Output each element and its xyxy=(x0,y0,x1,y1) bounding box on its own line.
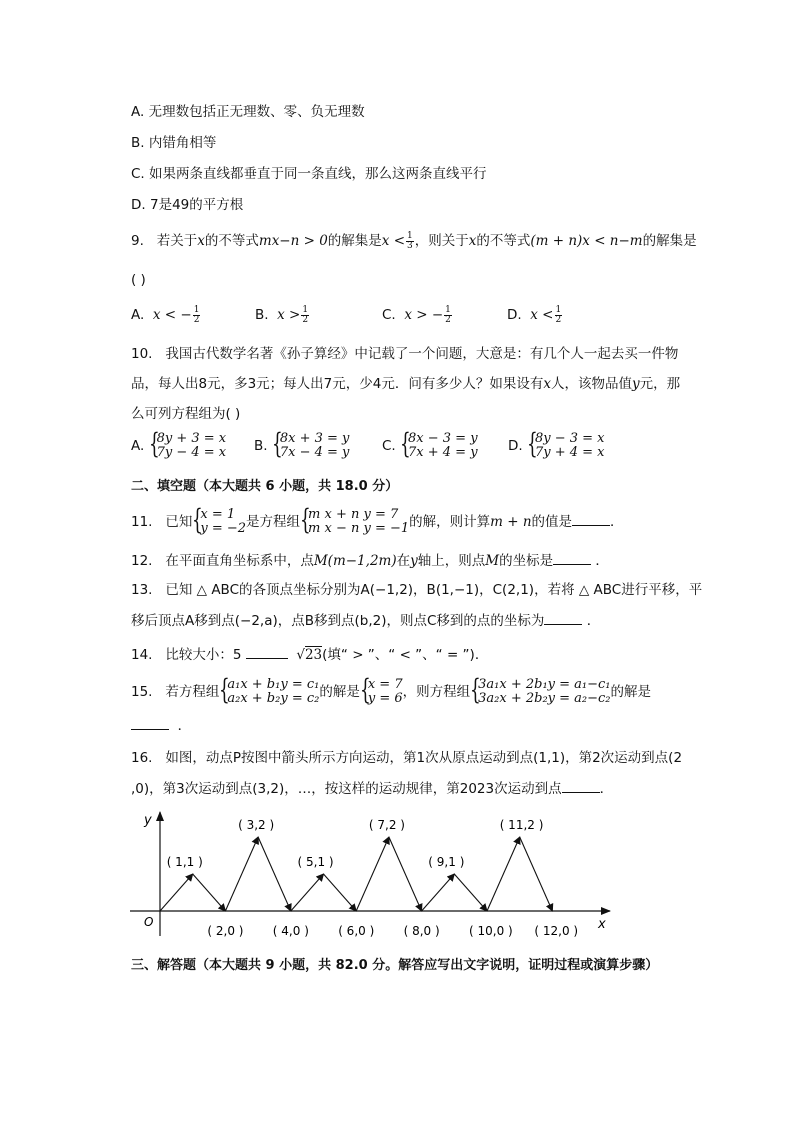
motion-segment-9 xyxy=(422,874,455,911)
motion-segment-11 xyxy=(487,837,520,911)
y-axis-label: y xyxy=(144,813,152,828)
q8-option-b: B. 内错角相等 xyxy=(131,135,217,151)
q9-inequality-2: (m + n)x < n−m xyxy=(530,233,643,249)
q15-answer-blank[interactable] xyxy=(131,715,169,730)
q10-option-b[interactable]: B. { 8x + 3 = y 7x − 4 = y xyxy=(254,427,350,460)
motion-segment-7 xyxy=(356,837,389,911)
q10-number: 10. xyxy=(131,346,153,362)
origin-label: O xyxy=(144,915,154,929)
q10-option-d[interactable]: D. { 8y − 3 = x 7y + 4 = x xyxy=(508,427,605,460)
q9-solution: x < xyxy=(381,233,406,249)
q10-text: 我国古代数学名著《孙子算经》中记载了一个问题，大意是：有几个人一起去买一件物 xyxy=(165,346,679,362)
q12: 12. 在平面直角坐标系中，点M(m−1,2m)在y轴上，则点M的坐标是 ． xyxy=(131,550,609,571)
q13-answer-blank[interactable] xyxy=(544,610,582,625)
q9-option-c[interactable]: C. x > − $\frac{1}{2}$ xyxy=(382,304,451,325)
q10-option-c[interactable]: C. { 8x − 3 = y 7x + 4 = y xyxy=(382,427,478,460)
q9-answer-paren: ( ) xyxy=(131,272,146,288)
q15-number: 15. xyxy=(131,684,153,700)
q8-option-a: A. 无理数包括正无理数、零、负无理数 xyxy=(131,104,365,120)
point-label-5: ( 5,1 ) xyxy=(297,855,334,869)
point-label-9: ( 9,1 ) xyxy=(428,855,465,869)
q15-solution-system: { x = 7 y = 6 xyxy=(359,673,403,706)
point-label-1: ( 1,1 ) xyxy=(166,855,203,869)
x-axis-label: x xyxy=(598,917,606,932)
q9-text: ，则关于 xyxy=(414,233,469,249)
q11-solution-system: { x = 1 y = −2 xyxy=(192,503,247,536)
point-label-6: ( 6,0 ) xyxy=(338,924,375,938)
q10-option-a[interactable]: A. { 8y + 3 = x 7y − 4 = x xyxy=(131,427,227,460)
motion-segment-5 xyxy=(291,874,324,911)
q15-system-2: { 3a₁x + 2b₁y = a₁−c₁ 3a₂x + 2b₂y = a₂−c₂ xyxy=(470,673,611,706)
motion-segment-2 xyxy=(193,874,226,911)
q9-text: 的不等式 xyxy=(204,233,259,249)
q9-var: x xyxy=(468,233,477,249)
q9-options xyxy=(131,305,591,327)
q10-options xyxy=(131,427,631,464)
q16-answer-blank[interactable] xyxy=(562,778,600,793)
point-label-10: ( 10,0 ) xyxy=(469,924,513,938)
q14-answer-blank[interactable] xyxy=(246,644,288,659)
motion-segment-1 xyxy=(160,874,193,911)
q16-line-1: 16. 如图，动点P按图中箭头所示方向运动，第1次从原点运动到点(1,1)，第2次运动到点(2 xyxy=(131,750,683,766)
motion-segment-10 xyxy=(454,874,487,911)
q8-option-d: D. 7是49的平方根 xyxy=(131,197,244,213)
motion-segment-8 xyxy=(389,837,422,911)
q15: 15. 若方程组 { a₁x + b₁y = c₁ a₂x + b₂y = c₂ 的解是 { x = 7 y = 6 ，则方程组 { 3a₁x + 2b₁y = a₁−c₁ 3a₂x + 2b₂y = a₂−c₂ 的解是 xyxy=(131,673,651,706)
q10-line-1 xyxy=(131,344,678,364)
q11: 11. 已知 { x = 1 y = −2 是方程组 { m x + n y = 7 m x − n y = −1 的解，则计算m + n的值是 ． xyxy=(131,503,624,536)
motion-segment-6 xyxy=(324,874,357,911)
section-2-heading: 二、填空题（本大题共 6 小题，共 18.0 分） xyxy=(131,479,399,494)
motion-segment-12 xyxy=(520,837,553,911)
q8-option-c: C. 如果两条直线都垂直于同一条直线，那么这两条直线平行 xyxy=(131,166,487,182)
q9-var: x xyxy=(197,233,205,249)
q12-answer-blank[interactable] xyxy=(553,550,591,565)
q16-motion-chart xyxy=(130,808,620,942)
q9-text: 若关于 xyxy=(156,233,198,249)
section-3-heading: 三、解答题（本大题共 9 小题，共 82.0 分。解答应写出文字说明，证明过程或演算步骤） xyxy=(131,958,659,973)
point-label-2: ( 2,0 ) xyxy=(207,924,244,938)
q9-stem xyxy=(131,231,697,251)
q13-number: 13. xyxy=(131,582,153,598)
sqrt-symbol-icon: √ xyxy=(296,647,305,663)
q9-option-d[interactable]: D. x < $\frac{1}{2}$ xyxy=(507,304,562,325)
q15-answer-line: ． xyxy=(131,715,191,736)
point-label-3: ( 3,2 ) xyxy=(238,818,275,832)
q13-line-1: 13. 已知 △ ABC的各顶点坐标分别为A(−1,2)，B(1,−1)，C(2,1)，若将 △ ABC进行平移，平 xyxy=(131,582,703,598)
q9-number: 9. xyxy=(131,233,144,249)
q9-text: 的解集是 xyxy=(327,233,382,249)
point-label-8: ( 8,0 ) xyxy=(403,924,440,938)
q11-number: 11. xyxy=(131,514,153,530)
q11-equation-system: { m x + n y = 7 m x − n y = −1 xyxy=(300,503,410,536)
point-label-12: ( 12,0 ) xyxy=(534,924,579,938)
motion-segment-4 xyxy=(258,837,291,911)
point-label-7: ( 7,2 ) xyxy=(368,818,405,832)
q10-line-3: 么可列方程组为( ) xyxy=(131,406,241,422)
q14: 14. 比较大小：5 √23(填“ > ”、“ < ”、“ = ”)． xyxy=(131,644,488,665)
q12-number: 12. xyxy=(131,553,153,569)
q11-answer-blank[interactable] xyxy=(572,511,610,526)
point-label-4: ( 4,0 ) xyxy=(272,924,309,938)
q9-inequality-1: mx−n > 0 xyxy=(258,233,328,249)
q9-text: 的解集是 xyxy=(642,233,697,249)
q13-line-2: 移后顶点A移到点(−2,a)，点B移到点(b,2)，则点C移到的点的坐标为 ． xyxy=(131,610,600,631)
q14-number: 14. xyxy=(131,647,153,663)
q16-line-2: ,0)，第3次运动到点(3,2)，…，按这样的运动规律，第2023次运动到点 ． xyxy=(131,778,613,799)
q16-number: 16. xyxy=(131,750,153,766)
motion-segment-3 xyxy=(225,837,258,911)
q15-system-1: { a₁x + b₁y = c₁ a₂x + b₂y = c₂ xyxy=(219,673,320,706)
point-label-11: ( 11,2 ) xyxy=(499,818,544,832)
q9-option-b[interactable]: B. x > $\frac{1}{2}$ xyxy=(255,304,309,325)
q9-fraction: $\frac{1}{3}$ xyxy=(407,230,413,251)
q10-line-2: 品，每人出8元，多3元；每人出7元，少4元．问有多少人？如果设有x人，该物品值y元，那 xyxy=(131,376,681,392)
q9-option-a[interactable]: A. x < − $\frac{1}{2}$ xyxy=(131,304,200,325)
q9-text: 的不等式 xyxy=(476,233,531,249)
